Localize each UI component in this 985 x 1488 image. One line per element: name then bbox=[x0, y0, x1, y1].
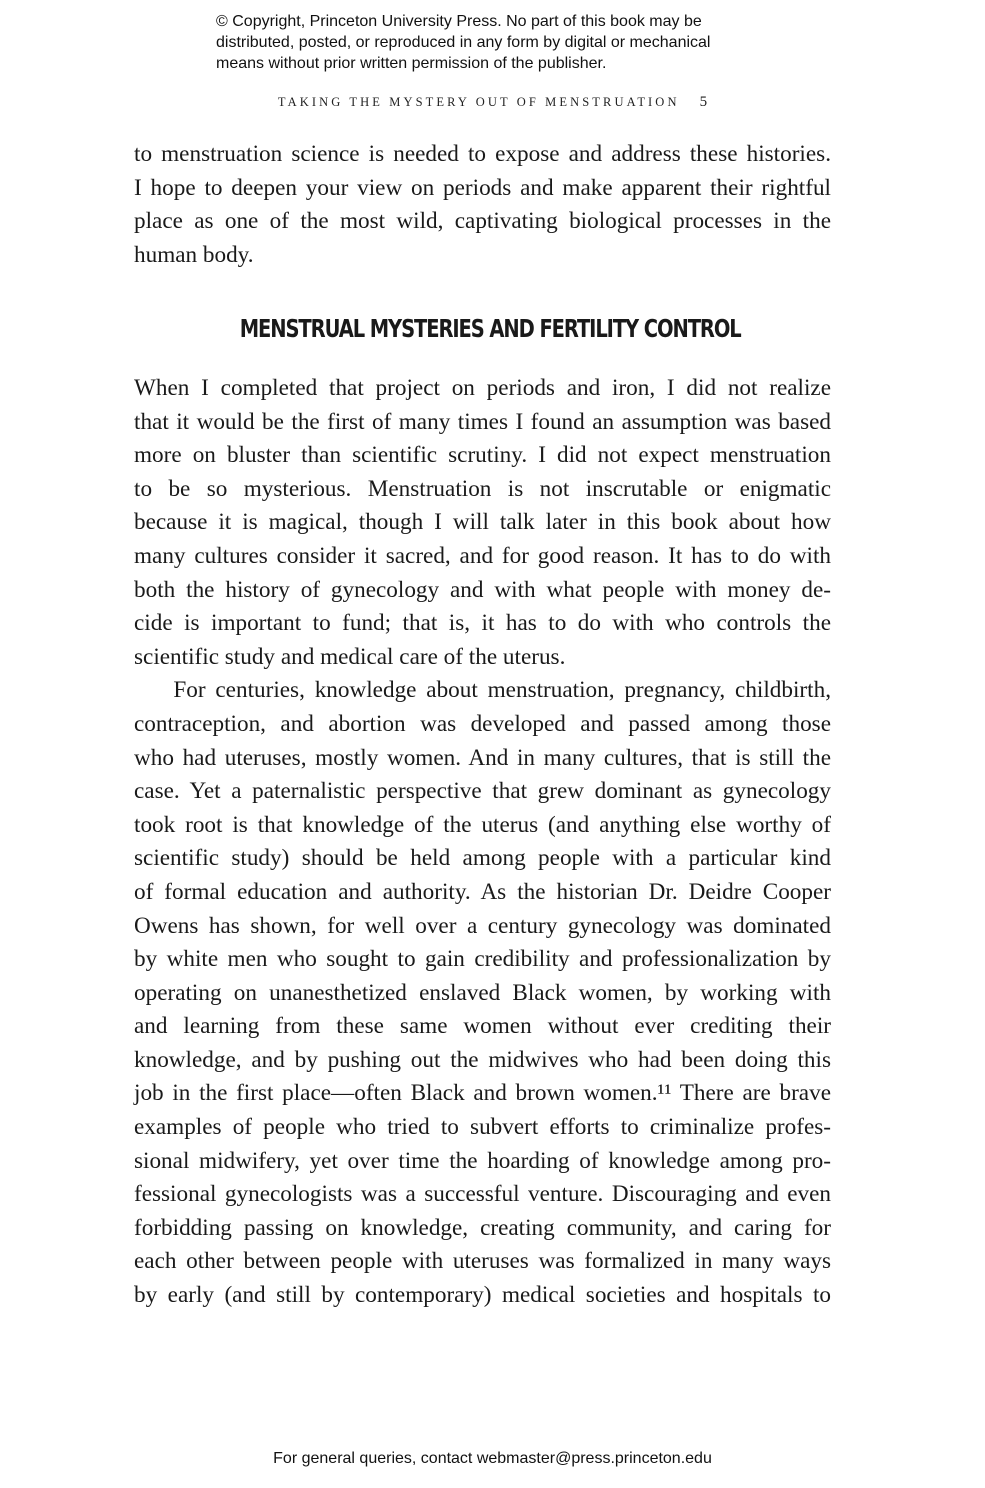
text-line: many cultures consider it sacred, and for good reason. It has to do with bbox=[134, 542, 831, 569]
text-line: more on bluster than scientific scrutiny. I did not expect menstruation bbox=[134, 442, 831, 469]
text-line: job in the first place—often Black and brown women.¹¹ There are brave bbox=[134, 1080, 831, 1107]
running-head bbox=[0, 94, 985, 111]
text-line: because it is magical, though I will talk later in this book about how bbox=[134, 509, 831, 536]
section-heading: MENSTRUAL MYSTERIES AND FERTILITY CONTROL bbox=[239, 314, 741, 343]
text-line: to be so mysterious. Menstruation is not inscrutable or enigmatic bbox=[134, 475, 831, 502]
text-line: knowledge, and by pushing out the midwives who had been doing this bbox=[134, 1046, 831, 1073]
text-line: forbidding passing on knowledge, creating community, and caring for bbox=[134, 1214, 831, 1241]
footer-contact: For general queries, contact webmaster@press.princeton.edu bbox=[273, 1450, 712, 1467]
text-line: cide is important to fund; that is, it has to do with who controls the bbox=[134, 610, 831, 637]
page-number: 5 bbox=[699, 94, 708, 110]
copyright-notice bbox=[216, 11, 816, 74]
text-line: contraception, and abortion was developed and passed among those bbox=[134, 710, 831, 737]
continued-paragraph bbox=[134, 138, 831, 272]
running-head-title: TAKING THE MYSTERY OUT OF MENSTRUATION bbox=[277, 95, 680, 109]
text-line: I hope to deepen your view on periods and make apparent their rightful bbox=[134, 174, 831, 201]
text-line: human body. bbox=[134, 241, 254, 268]
text-line: Owens has shown, for well over a century gynecology was dominated bbox=[134, 912, 831, 939]
text-line: both the history of gynecology and with what people with money de- bbox=[134, 576, 831, 603]
text-line: by early (and still by contemporary) medical societies and hospitals to bbox=[134, 1282, 831, 1309]
text-line: sional midwifery, yet over time the hoarding of knowledge among pro- bbox=[134, 1147, 831, 1174]
paragraph-2 bbox=[134, 674, 831, 1312]
text-line: scientific study) should be held among people with a particular kind bbox=[134, 845, 831, 872]
copyright-line: © Copyright, Princeton University Press. No part of this book may be bbox=[216, 13, 702, 30]
text-line: case. Yet a paternalistic perspective that grew dominant as gynecology bbox=[134, 778, 831, 805]
section-body bbox=[134, 372, 831, 1313]
text-line: scientific study and medical care of the uterus. bbox=[134, 643, 566, 670]
text-line: operating on unanesthetized enslaved Black women, by working with bbox=[134, 979, 831, 1006]
paragraph-1 bbox=[134, 372, 831, 674]
text-line: of formal education and authority. As the historian Dr. Deidre Cooper bbox=[134, 878, 831, 905]
text-line: examples of people who tried to subvert efforts to criminalize profes- bbox=[134, 1114, 831, 1141]
text-line: When I completed that project on periods and iron, I did not realize bbox=[134, 375, 831, 401]
text-line: fessional gynecologists was a successful venture. Discouraging and even bbox=[134, 1181, 831, 1208]
text-line: For centuries, knowledge about menstruation, pregnancy, childbirth, bbox=[134, 677, 831, 704]
text-line: that it would be the first of many times I found an assumption was based bbox=[134, 408, 831, 435]
text-line: took root is that knowledge of the uterus (and anything else worthy of bbox=[134, 811, 831, 838]
text-line: each other between people with uteruses was formalized in many ways bbox=[134, 1248, 831, 1275]
text-line: place as one of the most wild, captivating biological processes in the bbox=[134, 208, 831, 235]
text-line: and learning from these same women without ever crediting their bbox=[134, 1013, 831, 1040]
copyright-line: distributed, posted, or reproduced in any form by digital or mechanical bbox=[216, 34, 711, 51]
copyright-line: means without prior written permission of the publisher. bbox=[216, 55, 607, 72]
text-line: by white men who sought to gain credibility and professionalization by bbox=[134, 946, 831, 973]
text-line: to menstruation science is needed to expose and address these histories. bbox=[134, 141, 831, 167]
text-line: who had uteruses, mostly women. And in many cultures, that is still the bbox=[134, 744, 831, 771]
